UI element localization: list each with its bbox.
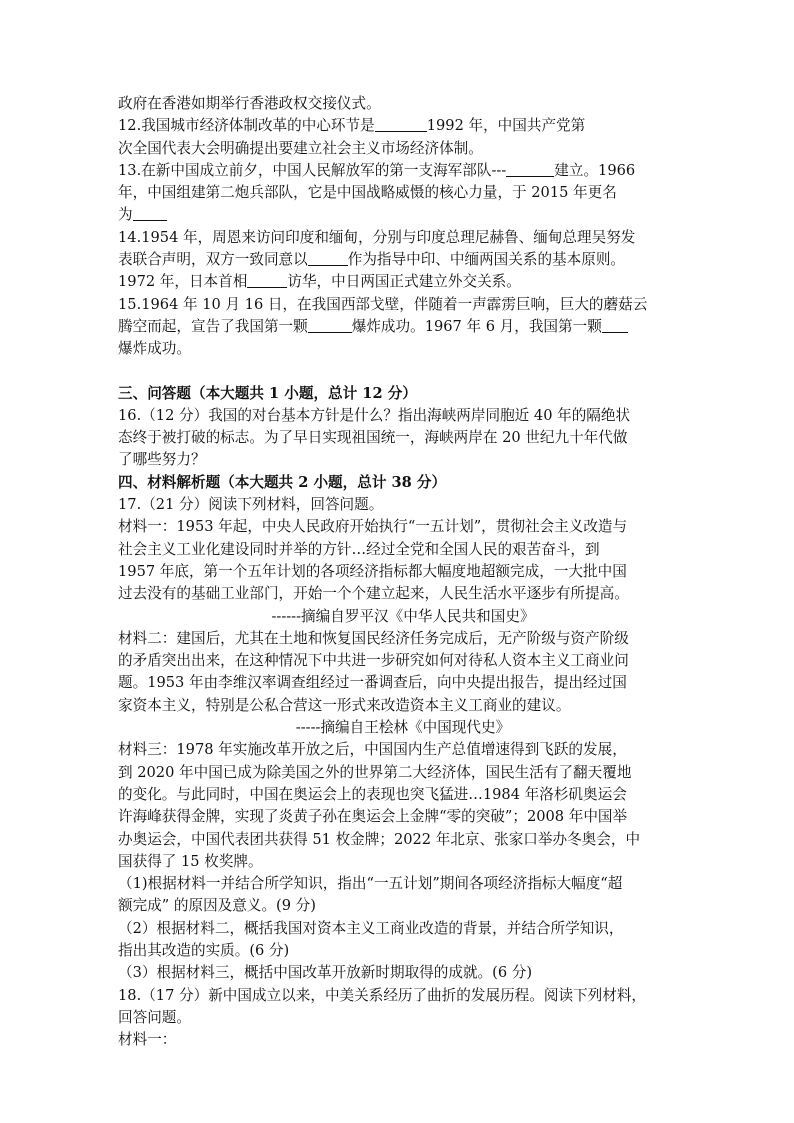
- text-line: 材料三：1978 年实施改革开放之后，中国国内生产总值增速得到飞跃的发展，: [118, 741, 627, 759]
- text-line: 18.（17 分）新中国成立以来，中美关系经历了曲折的发展历程。阅读下列材料，: [118, 986, 647, 1004]
- text-line: （1)根据材料一并结合所学知识，指出“一五计划”期间各项经济指标大幅度“超: [118, 875, 623, 893]
- text-line: 社会主义工业化建设同时并举的方针…经过全党和全国人民的艰苦奋斗，到: [118, 540, 600, 558]
- text-line: 15.1964 年 10 月 16 日，在我国西部戈壁，伴随着一声霹雳巨响，巨大的蘑菇云: [118, 295, 648, 313]
- text-line: 政府在香港如期举行香港政权交接仪式。: [118, 95, 381, 112]
- text-line: 的矛盾突出出来，在这种情况下中共进一步研究如何对待私人资本主义工商业问: [118, 652, 629, 670]
- text-line: 了哪些努力？: [118, 451, 206, 469]
- text-line: 1972 年，日本首相: [118, 273, 248, 291]
- text-line: 过去没有的基础工业部门，开始一个个建立起来，人民生活水平逐步有所提高。: [118, 585, 629, 603]
- material-1-source: ------摘编自罗平汉《中华人民共和国史》: [271, 607, 535, 625]
- text-line: 年，中国组建第二炮兵部队，它是中国战略威慑的核心力量，于 2015 年更名: [118, 184, 617, 202]
- text-line: 的变化。与此同时，中国在奥运会上的表现也突飞猛进…1984 年洛杉矶奥运会: [118, 785, 627, 803]
- answer-blank[interactable]: [602, 316, 628, 333]
- text-line: 国获得了 15 枚奖牌。: [118, 852, 263, 870]
- text-line: 表联合声明，双方一致同意以: [118, 251, 308, 269]
- text-line: 为: [118, 206, 133, 224]
- section-3-heading: 三、问答题（本大题共 1 小题，总计 12 分）: [118, 384, 417, 402]
- material-2: [118, 628, 688, 717]
- exam-page: [118, 93, 688, 1051]
- question-14: [118, 227, 688, 294]
- question-13: [118, 160, 688, 227]
- question-12: [118, 115, 688, 160]
- sub-question-2: [118, 918, 688, 963]
- text-line: 13.在新中国成立前夕，中国人民解放军的第一支海军部队---: [118, 161, 507, 179]
- text-line: 作为指导中印、中缅两国关系的基本原则。: [347, 251, 626, 269]
- question-18: [118, 985, 688, 1030]
- material-2-source: -----摘编自王桧林《中国现代史》: [295, 719, 511, 737]
- text-line: 访华，中日两国正式建立外交关系。: [287, 273, 521, 291]
- text-line: 额完成” 的原因及意义。(9 分): [118, 897, 316, 915]
- text-line: 办奥运会，中国代表团共获得 51 枚金牌；2022 年北京、张家口举办冬奥会，中: [118, 830, 641, 848]
- text-line: 态终于被打破的标志。为了早日实现祖国统一，海峡两岸在 20 世纪九十年代做: [118, 429, 628, 447]
- question-17: 17.（21 分）阅读下列材料，回答问题。: [118, 496, 384, 514]
- text-line: 回答问题。: [118, 1008, 191, 1026]
- answer-blank[interactable]: [308, 316, 352, 333]
- text-line: 爆炸成功。1967 年 6 月，我国第一颗: [351, 317, 602, 335]
- text-line: 材料二：建国后，尤其在土地和恢复国民经济任务完成后，无产阶级与资产阶级: [118, 629, 629, 647]
- answer-blank[interactable]: [375, 115, 427, 132]
- text-line: 建立。1966: [554, 161, 636, 179]
- answer-blank[interactable]: [506, 160, 554, 177]
- text-line: 12.我国城市经济体制改革的中心环节是: [118, 117, 375, 135]
- text-line: 题。1953 年由李维汉率调查组经过一番调查后，向中央提出报告，提出经过国: [118, 674, 627, 692]
- text-line: 16.（12 分）我国的对台基本方针是什么？指出海峡两岸同胞近 40 年的隔绝状: [118, 406, 631, 424]
- question-16: [118, 405, 688, 472]
- answer-blank[interactable]: [133, 204, 167, 221]
- material-18-1-label: 材料一：: [118, 1031, 177, 1049]
- text-line: 次全国代表大会明确提出要建立社会主义市场经济体制。: [118, 139, 483, 157]
- text-line: 爆炸成功。: [118, 340, 191, 358]
- section-4-heading: 四、材料解析题（本大题共 2 小题，总计 38 分）: [118, 473, 447, 491]
- answer-blank[interactable]: [247, 271, 287, 288]
- answer-blank[interactable]: [308, 249, 348, 266]
- text-line: 腾空而起，宣告了我国第一颗: [118, 317, 308, 335]
- material-1: [118, 516, 688, 605]
- text-line: （2）根据材料二，概括我国对资本主义工商业改造的背景，并结合所学知识，: [118, 919, 624, 937]
- text-line: 1957 年底，第一个五年计划的各项经济指标都大幅度地超额完成，一大批中国: [118, 562, 627, 580]
- text-line: 到 2020 年中国已成为除美国之外的世界第二大经济体，国民生活有了翻天覆地: [118, 763, 632, 781]
- sub-question-3: （3）根据材料三，概括中国改革开放新时期取得的成就。(6 分): [118, 964, 533, 982]
- question-15: [118, 294, 688, 361]
- text-line: 许海峰获得金牌，实现了炎黄子孙在奥运会上金牌“零的突破”；2008 年中国举: [118, 808, 628, 826]
- sub-question-1: [118, 873, 688, 918]
- text-line: 14.1954 年，周恩来访问印度和缅甸，分别与印度总理尼赫鲁、缅甸总理吴努发: [118, 228, 636, 246]
- text-line: 1992 年，中国共产党第: [426, 117, 586, 135]
- text-line: 指出其改造的实质。(6 分): [118, 941, 290, 959]
- text-line: 材料一：1953 年起，中央人民政府开始执行“一五计划”，贯彻社会主义改造与: [118, 518, 628, 536]
- material-3: [118, 739, 688, 873]
- text-line: 家资本主义，特别是公私合营这一形式来改造资本主义工商业的建议。: [118, 696, 571, 714]
- q11-continuation: [118, 93, 688, 115]
